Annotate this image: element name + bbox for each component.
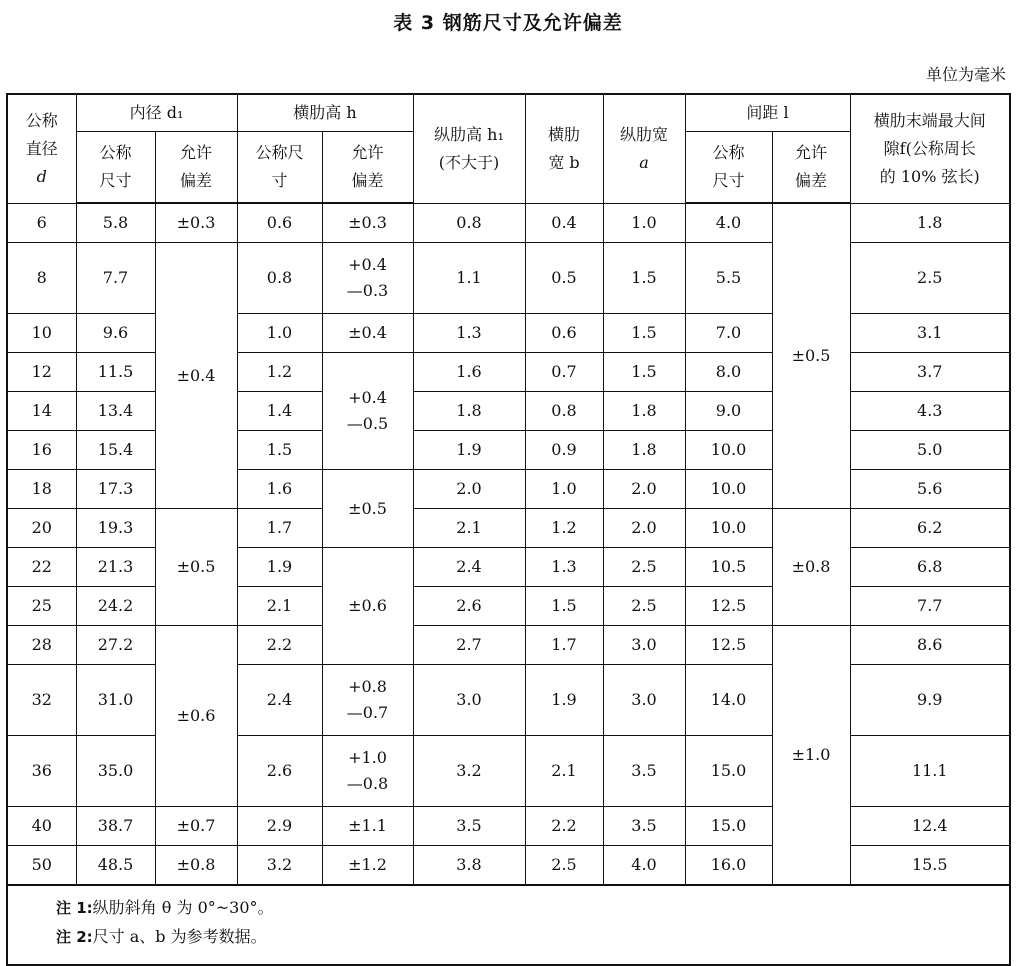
cell-l: 10.5 — [685, 548, 772, 587]
cell-h: 1.0 — [237, 314, 322, 353]
cell-h-tolerance: +0.4 —0.3 — [322, 243, 413, 314]
cell-d: 8 — [7, 243, 76, 314]
header-rib-width: 横肋 宽 b — [525, 94, 603, 203]
cell-l: 4.0 — [685, 203, 772, 243]
cell-l: 10.0 — [685, 431, 772, 470]
cell-h: 1.6 — [237, 470, 322, 509]
cell-l: 9.0 — [685, 392, 772, 431]
cell-h1: 3.8 — [413, 846, 525, 886]
cell-h1: 2.7 — [413, 626, 525, 665]
cell-h1: 3.5 — [413, 807, 525, 846]
cell-l: 14.0 — [685, 665, 772, 736]
table-row — [7, 846, 1010, 886]
note-1: 注 1:纵肋斜角 θ 为 0°~30°。 — [56, 898, 274, 917]
cell-h: 2.2 — [237, 626, 322, 665]
cell-f: 8.6 — [850, 626, 1010, 665]
cell-b: 1.7 — [525, 626, 603, 665]
cell-d: 12 — [7, 353, 76, 392]
cell-a: 2.5 — [603, 548, 685, 587]
cell-a: 3.5 — [603, 736, 685, 807]
cell-a: 1.5 — [603, 353, 685, 392]
cell-a: 1.8 — [603, 431, 685, 470]
cell-f: 4.3 — [850, 392, 1010, 431]
cell-b: 0.8 — [525, 392, 603, 431]
cell-f: 7.7 — [850, 587, 1010, 626]
header-long-rib-width: 纵肋宽 a — [603, 94, 685, 203]
cell-d1: 21.3 — [76, 548, 155, 587]
cell-d1: 9.6 — [76, 314, 155, 353]
cell-b: 1.0 — [525, 470, 603, 509]
header-spacing-tolerance: 允许 偏差 — [772, 132, 850, 204]
cell-l-tolerance: ±0.8 — [772, 509, 850, 626]
cell-h1: 1.9 — [413, 431, 525, 470]
cell-h: 1.2 — [237, 353, 322, 392]
cell-a: 4.0 — [603, 846, 685, 886]
header-spacing-nominal: 公称 尺寸 — [685, 132, 772, 204]
cell-d1: 24.2 — [76, 587, 155, 626]
header-row-1 — [7, 94, 1010, 132]
cell-b: 1.3 — [525, 548, 603, 587]
cell-h: 1.7 — [237, 509, 322, 548]
cell-f: 15.5 — [850, 846, 1010, 886]
cell-l: 15.0 — [685, 736, 772, 807]
cell-h-tolerance: +0.8 —0.7 — [322, 665, 413, 736]
cell-h: 2.6 — [237, 736, 322, 807]
cell-b: 1.9 — [525, 665, 603, 736]
cell-h1: 2.0 — [413, 470, 525, 509]
cell-d: 25 — [7, 587, 76, 626]
cell-a: 1.5 — [603, 314, 685, 353]
cell-h-tolerance: ±0.5 — [322, 470, 413, 548]
cell-l: 5.5 — [685, 243, 772, 314]
table-row — [7, 509, 1010, 548]
cell-f: 6.8 — [850, 548, 1010, 587]
unit-label: 单位为毫米 — [925, 65, 1006, 84]
header-inner-diameter: 内径 d₁ — [76, 94, 237, 132]
cell-d1: 5.8 — [76, 203, 155, 243]
cell-d1: 15.4 — [76, 431, 155, 470]
cell-a: 2.5 — [603, 587, 685, 626]
cell-h: 1.5 — [237, 431, 322, 470]
cell-h-tolerance: ±0.6 — [322, 548, 413, 665]
cell-d1: 11.5 — [76, 353, 155, 392]
cell-d1: 19.3 — [76, 509, 155, 548]
cell-f: 3.1 — [850, 314, 1010, 353]
header-rib-nominal: 公称尺 寸 — [237, 132, 322, 204]
header-gap: 横肋末端最大间 隙f(公称周长 的 10% 弦长) — [850, 94, 1010, 203]
cell-h: 2.9 — [237, 807, 322, 846]
table-title: 表 3 钢筋尺寸及允许偏差 — [393, 12, 623, 34]
rebar-dimension-table — [6, 93, 1011, 966]
cell-a: 3.5 — [603, 807, 685, 846]
cell-l-tolerance: ±0.5 — [772, 203, 850, 509]
cell-d: 32 — [7, 665, 76, 736]
cell-b: 0.6 — [525, 314, 603, 353]
cell-h: 2.1 — [237, 587, 322, 626]
cell-l: 16.0 — [685, 846, 772, 886]
cell-d1: 35.0 — [76, 736, 155, 807]
cell-l-tolerance: ±1.0 — [772, 626, 850, 886]
table-notes — [7, 885, 1010, 965]
table-row — [7, 626, 1010, 665]
cell-h-tolerance: +0.4 —0.5 — [322, 353, 413, 470]
cell-d: 14 — [7, 392, 76, 431]
cell-h1: 0.8 — [413, 203, 525, 243]
cell-b: 2.1 — [525, 736, 603, 807]
cell-h1: 2.4 — [413, 548, 525, 587]
cell-l: 12.5 — [685, 587, 772, 626]
table-row — [7, 203, 1010, 243]
cell-l: 15.0 — [685, 807, 772, 846]
cell-h-tolerance: ±0.3 — [322, 203, 413, 243]
cell-d1-tolerance: ±0.7 — [155, 807, 237, 846]
cell-h: 1.9 — [237, 548, 322, 587]
cell-a: 1.8 — [603, 392, 685, 431]
cell-h: 1.4 — [237, 392, 322, 431]
cell-d: 40 — [7, 807, 76, 846]
cell-h1: 2.6 — [413, 587, 525, 626]
cell-a: 1.5 — [603, 243, 685, 314]
cell-d: 6 — [7, 203, 76, 243]
cell-l: 10.0 — [685, 509, 772, 548]
cell-f: 6.2 — [850, 509, 1010, 548]
cell-d: 36 — [7, 736, 76, 807]
cell-f: 3.7 — [850, 353, 1010, 392]
cell-d1: 17.3 — [76, 470, 155, 509]
cell-h-tolerance: ±1.2 — [322, 846, 413, 886]
cell-l: 7.0 — [685, 314, 772, 353]
cell-d: 20 — [7, 509, 76, 548]
cell-a: 3.0 — [603, 665, 685, 736]
cell-b: 1.5 — [525, 587, 603, 626]
cell-b: 1.2 — [525, 509, 603, 548]
header-rib-tolerance: 允许 偏差 — [322, 132, 413, 204]
cell-d1: 48.5 — [76, 846, 155, 886]
cell-h: 3.2 — [237, 846, 322, 886]
cell-b: 2.2 — [525, 807, 603, 846]
header-spacing: 间距 l — [685, 94, 850, 132]
cell-f: 5.0 — [850, 431, 1010, 470]
cell-h1: 1.8 — [413, 392, 525, 431]
cell-d1: 13.4 — [76, 392, 155, 431]
header-inner-nominal: 公称 尺寸 — [76, 132, 155, 204]
notes-row — [7, 885, 1010, 965]
cell-h-tolerance: ±0.4 — [322, 314, 413, 353]
cell-a: 2.0 — [603, 470, 685, 509]
cell-h1: 3.2 — [413, 736, 525, 807]
table-row — [7, 807, 1010, 846]
cell-f: 1.8 — [850, 203, 1010, 243]
table-row — [7, 243, 1010, 314]
cell-h-tolerance: +1.0 —0.8 — [322, 736, 413, 807]
cell-b: 0.5 — [525, 243, 603, 314]
cell-h1: 2.1 — [413, 509, 525, 548]
cell-d1: 27.2 — [76, 626, 155, 665]
cell-l: 10.0 — [685, 470, 772, 509]
cell-d: 50 — [7, 846, 76, 886]
cell-h1: 3.0 — [413, 665, 525, 736]
cell-f: 11.1 — [850, 736, 1010, 807]
cell-f: 12.4 — [850, 807, 1010, 846]
cell-h: 2.4 — [237, 665, 322, 736]
cell-d1-tolerance: ±0.6 — [155, 626, 237, 807]
note-2: 注 2:尺寸 a、b 为参考数据。 — [56, 926, 267, 946]
cell-f: 5.6 — [850, 470, 1010, 509]
header-inner-tolerance: 允许 偏差 — [155, 132, 237, 204]
cell-h1: 1.1 — [413, 243, 525, 314]
cell-d: 22 — [7, 548, 76, 587]
cell-h: 0.8 — [237, 243, 322, 314]
cell-d1-tolerance: ±0.4 — [155, 243, 237, 509]
cell-a: 2.0 — [603, 509, 685, 548]
header-long-rib-height: 纵肋高 h₁ (不大于) — [413, 94, 525, 203]
cell-d: 28 — [7, 626, 76, 665]
cell-b: 2.5 — [525, 846, 603, 886]
cell-d1: 31.0 — [76, 665, 155, 736]
cell-h1: 1.6 — [413, 353, 525, 392]
cell-h: 0.6 — [237, 203, 322, 243]
cell-d1-tolerance: ±0.5 — [155, 509, 237, 626]
cell-d1-tolerance: ±0.3 — [155, 203, 237, 243]
cell-b: 0.4 — [525, 203, 603, 243]
cell-a: 3.0 — [603, 626, 685, 665]
cell-h-tolerance: ±1.1 — [322, 807, 413, 846]
cell-d: 10 — [7, 314, 76, 353]
cell-a: 1.0 — [603, 203, 685, 243]
cell-l: 12.5 — [685, 626, 772, 665]
cell-f: 2.5 — [850, 243, 1010, 314]
cell-b: 0.7 — [525, 353, 603, 392]
cell-l: 8.0 — [685, 353, 772, 392]
cell-h1: 1.3 — [413, 314, 525, 353]
cell-d1: 7.7 — [76, 243, 155, 314]
cell-f: 9.9 — [850, 665, 1010, 736]
cell-d: 16 — [7, 431, 76, 470]
header-rib-height: 横肋高 h — [237, 94, 413, 132]
header-diameter: 公称 直径 d — [7, 94, 76, 203]
cell-b: 0.9 — [525, 431, 603, 470]
cell-d1-tolerance: ±0.8 — [155, 846, 237, 886]
cell-d: 18 — [7, 470, 76, 509]
cell-d1: 38.7 — [76, 807, 155, 846]
